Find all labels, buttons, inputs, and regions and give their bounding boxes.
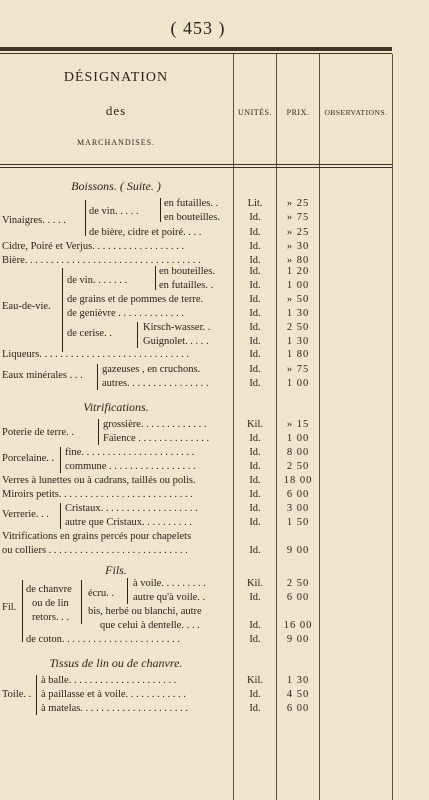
unit-cell: Id.	[249, 475, 261, 486]
label-eau-de-vie: Eau-de-vie.	[2, 301, 51, 312]
label-de-genievre: de genièvre . . . . . . . . . . . . .	[67, 308, 184, 319]
label-autre-voile: autre qu'à voile. .	[133, 592, 206, 603]
unit-cell: Id.	[249, 280, 261, 291]
label-en-futailles-eau: en futailles. .	[159, 280, 214, 291]
label-vitrif-grains-2: ou colliers . . . . . . . . . . . . . . . . . . . . . . . . . . .	[2, 545, 188, 556]
price-cell: 18 00	[283, 475, 313, 486]
unit-cell: Id.	[249, 322, 261, 333]
price-cell: 1 30	[286, 336, 310, 347]
price-cell: 6 00	[286, 592, 310, 603]
unit-cell: Id.	[249, 378, 261, 389]
header-rule	[0, 164, 392, 165]
unit-cell: Id.	[249, 227, 261, 238]
label-de-grains: de grains et de pommes de terre.	[67, 294, 204, 305]
brace	[62, 268, 63, 352]
price-cell: 4 50	[286, 689, 310, 700]
price-cell: » 25	[286, 198, 310, 209]
label-ou-de-lin: ou de lin	[32, 598, 69, 609]
label-liqueurs: Liqueurs. . . . . . . . . . . . . . . . . . . . . . . . . . . . .	[2, 349, 189, 360]
label-ecru: écru. .	[88, 588, 114, 599]
price-cell: » 75	[286, 212, 310, 223]
label-biere: Bière. . . . . . . . . . . . . . . . . . . . . . . . . . . . . . . . . .	[2, 255, 201, 266]
brace	[81, 580, 82, 624]
price-cell: 1 00	[286, 378, 310, 389]
label-bis-herbe-1: bis, herbé ou blanchi, autre	[88, 606, 202, 617]
section-title-fils: Fils.	[105, 563, 127, 577]
label-autre-cristaux: autre que Cristaux. . . . . . . . . .	[65, 517, 192, 528]
header-prix: PRIX.	[286, 108, 310, 117]
label-de-biere: de bière, cidre et poiré. . . .	[89, 227, 202, 238]
page-number: ( 453 )	[170, 18, 226, 38]
price-cell: 2 50	[286, 578, 310, 589]
price-cell: 1 30	[286, 675, 310, 686]
label-commune: commune . . . . . . . . . . . . . . . . .	[65, 461, 196, 472]
unit-cell: Kil.	[246, 675, 264, 686]
price-cell: 2 50	[286, 461, 310, 472]
price-cell: » 80	[286, 255, 310, 266]
header-designation: DÉSIGNATION	[63, 70, 169, 85]
unit-cell: Id.	[249, 461, 261, 472]
price-cell: » 15	[286, 419, 310, 430]
section-title-vitrifications: Vitrifications.	[83, 400, 149, 414]
label-autres: autres. . . . . . . . . . . . . . . .	[102, 378, 209, 389]
unit-cell: Id.	[249, 703, 261, 714]
label-de-chanvre: de chanvre	[26, 584, 72, 595]
brace	[22, 580, 23, 642]
header-des: des	[105, 103, 127, 118]
label-verrerie: Verrerie. . .	[2, 509, 49, 520]
label-kirsch: Kirsch-wasser. .	[143, 322, 211, 333]
price-cell: 6 00	[286, 489, 310, 500]
label-gazeuses: gazeuses , en cruchons.	[102, 364, 201, 375]
unit-cell: Id.	[249, 294, 261, 305]
unit-cell: Id.	[249, 447, 261, 458]
label-toile: Toile. .	[2, 689, 32, 700]
brace	[36, 675, 37, 715]
unit-cell: Id.	[249, 433, 261, 444]
label-poterie: Poterie de terre. .	[2, 427, 75, 438]
unit-cell: Id.	[249, 336, 261, 347]
price-cell: 3 00	[286, 503, 310, 514]
price-cell: 1 20	[286, 266, 310, 277]
section-title-tissus: Tissus de lin ou de chanvre.	[49, 656, 183, 670]
unit-cell: Id.	[249, 212, 261, 223]
section-title-boissons: Boissons. ( Suite. )	[71, 179, 161, 193]
unit-cell: Kil.	[246, 419, 264, 430]
unit-cell: Id.	[249, 489, 261, 500]
price-cell: 6 00	[286, 703, 310, 714]
price-cell: 1 50	[286, 517, 310, 528]
unit-cell: Id.	[249, 308, 261, 319]
label-de-vin: de vin. . . . .	[89, 206, 139, 217]
label-en-bouteilles-eau: en bouteilles.	[159, 266, 215, 277]
label-cidre: Cidre, Poiré et Verjus. . . . . . . . . . . . . . . . . .	[2, 241, 185, 252]
unit-cell: Id.	[249, 592, 261, 603]
brace	[97, 364, 98, 390]
header-rule-thin	[0, 167, 392, 168]
column-divider	[392, 54, 393, 800]
brace	[98, 419, 99, 445]
price-cell: 8 00	[286, 447, 310, 458]
unit-cell: Id.	[249, 634, 261, 645]
brace	[137, 322, 138, 348]
label-de-coton: de coton. . . . . . . . . . . . . . . . . . . . . . .	[26, 634, 180, 645]
brace	[160, 198, 161, 222]
label-eaux-minerales: Eaux minérales . . .	[2, 370, 83, 381]
label-bis-herbe-2: que celui à dentelle. . . .	[100, 620, 200, 631]
header-marchandises: MARCHANDISES.	[76, 138, 156, 147]
unit-cell: Id.	[249, 545, 261, 556]
label-vinaigres: Vinaigres. . . . .	[2, 215, 66, 226]
price-cell: 9 00	[286, 634, 310, 645]
unit-cell: Kil.	[246, 578, 264, 589]
unit-cell: Id.	[249, 266, 261, 277]
price-cell: » 25	[286, 227, 310, 238]
label-a-balle: à balle. . . . . . . . . . . . . . . . . . . . .	[41, 675, 177, 686]
column-divider	[319, 54, 320, 800]
unit-cell: Id.	[249, 364, 261, 375]
label-fil: Fil.	[2, 602, 17, 613]
header-unites: UNITÉS.	[238, 108, 272, 117]
unit-cell: Id.	[249, 503, 261, 514]
label-guignolet: Guignolet. . . . .	[143, 336, 209, 347]
label-cristaux: Cristaux. . . . . . . . . . . . . . . . . . .	[65, 503, 198, 514]
unit-cell: Id.	[249, 349, 261, 360]
top-rule	[0, 47, 392, 51]
header-observations: OBSERVATIONS.	[324, 108, 388, 117]
label-en-futailles: en futailles. .	[164, 198, 219, 209]
price-cell: 1 80	[286, 349, 310, 360]
label-en-bouteilles: en bouteilles.	[164, 212, 220, 223]
label-porcelaine: Porcelaine. .	[2, 453, 55, 464]
label-a-matelas: à matelas. . . . . . . . . . . . . . . . . . . . .	[41, 703, 188, 714]
unit-cell: Id.	[249, 517, 261, 528]
price-cell: » 75	[286, 364, 310, 375]
price-cell: » 30	[286, 241, 310, 252]
brace	[85, 200, 86, 236]
brace	[60, 503, 61, 529]
unit-cell: Id.	[249, 255, 261, 266]
label-verres: Verres à lunettes ou à cadrans, taillés ou polis.	[2, 475, 196, 486]
price-cell: 16 00	[283, 620, 313, 631]
brace	[127, 578, 128, 604]
label-de-cerise: de cerise. .	[67, 328, 112, 339]
price-cell: 9 00	[286, 545, 310, 556]
label-vitrif-grains-1: Vitrifications en grains percés pour chapelets	[2, 531, 192, 542]
unit-cell: Id.	[249, 241, 261, 252]
label-grossiere: grossière. . . . . . . . . . . . .	[103, 419, 207, 430]
label-de-vin-eau: de vin. . . . . . .	[67, 275, 128, 286]
price-cell: 2 50	[286, 322, 310, 333]
label-a-paillasse: à paillasse et à voile. . . . . . . . . . . .	[41, 689, 186, 700]
label-miroirs: Miroirs petits. . . . . . . . . . . . . . . . . . . . . . . . . .	[2, 489, 193, 500]
unit-cell: Id.	[249, 689, 261, 700]
label-faience: Faïence . . . . . . . . . . . . . .	[103, 433, 210, 444]
price-cell: » 50	[286, 294, 310, 305]
unit-cell: Id.	[249, 620, 261, 631]
price-cell: 1 00	[286, 433, 310, 444]
label-retors: retors. . .	[32, 612, 70, 623]
unit-cell: Lit.	[247, 198, 263, 209]
brace	[155, 266, 156, 290]
label-fine: fine. . . . . . . . . . . . . . . . . . . . . .	[65, 447, 195, 458]
top-rule-thin	[0, 53, 392, 54]
brace	[60, 447, 61, 473]
price-cell: 1 30	[286, 308, 310, 319]
label-a-voile: à voile. . . . . . . . .	[133, 578, 206, 589]
price-cell: 1 00	[286, 280, 310, 291]
